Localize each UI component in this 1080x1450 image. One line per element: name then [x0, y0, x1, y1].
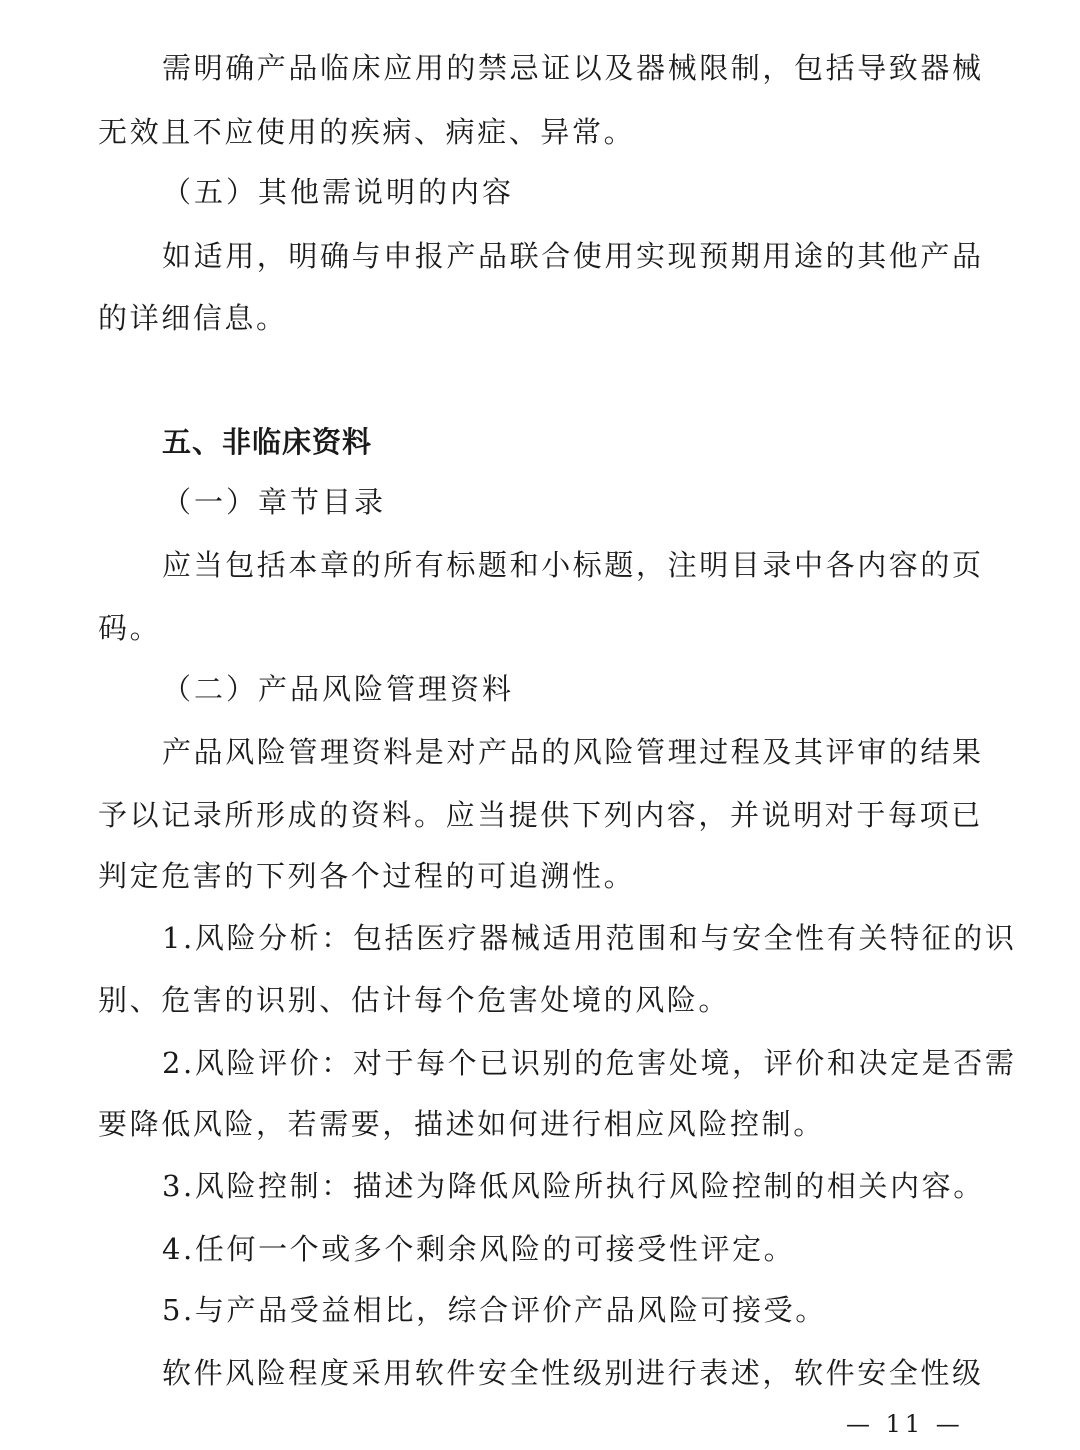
- paragraph-line: 码。: [98, 611, 162, 645]
- paragraph-line: 需明确产品临床应用的禁忌证以及器械限制，包括导致器械: [162, 51, 984, 85]
- subsection-heading: （一）章节目录: [162, 485, 387, 519]
- paragraph-line: 产品风险管理资料是对产品的风险管理过程及其评审的结果: [162, 735, 984, 769]
- paragraph-line: 应当包括本章的所有标题和小标题，注明目录中各内容的页: [162, 548, 984, 582]
- paragraph-line: 的详细信息。: [98, 301, 288, 335]
- page-number: — 11 —: [846, 1410, 964, 1438]
- list-item: 1.风险分析：包括医疗器械适用范围和与安全性有关特征的识: [162, 921, 1017, 955]
- list-item: 4.任何一个或多个剩余风险的可接受性评定。: [162, 1232, 796, 1266]
- section-heading: 五、非临床资料: [162, 425, 373, 459]
- list-item: 2.风险评价：对于每个已识别的危害处境，评价和决定是否需: [162, 1046, 1017, 1080]
- paragraph-line: 如适用，明确与申报产品联合使用实现预期用途的其他产品: [162, 239, 984, 273]
- paragraph-line: 予以记录所形成的资料。应当提供下列内容，并说明对于每项已: [98, 798, 983, 832]
- subsection-heading: （五）其他需说明的内容: [162, 175, 515, 209]
- paragraph-line: 无效且不应使用的疾病、病症、异常。: [98, 115, 636, 149]
- list-item: 3.风险控制：描述为降低风险所执行风险控制的相关内容。: [162, 1169, 985, 1203]
- paragraph-line: 软件风险程度采用软件安全性级别进行表述，软件安全性级: [162, 1356, 984, 1390]
- subsection-heading: （二）产品风险管理资料: [162, 672, 515, 706]
- paragraph-line: 别、危害的识别、估计每个危害处境的风险。: [98, 983, 731, 1017]
- list-item: 5.与产品受益相比，综合评价产品风险可接受。: [162, 1293, 827, 1327]
- document-page: [98, 0, 1017, 1450]
- paragraph-line: 要降低风险，若需要，描述如何进行相应风险控制。: [98, 1107, 825, 1141]
- paragraph-line: 判定危害的下列各个过程的可追溯性。: [98, 859, 636, 893]
